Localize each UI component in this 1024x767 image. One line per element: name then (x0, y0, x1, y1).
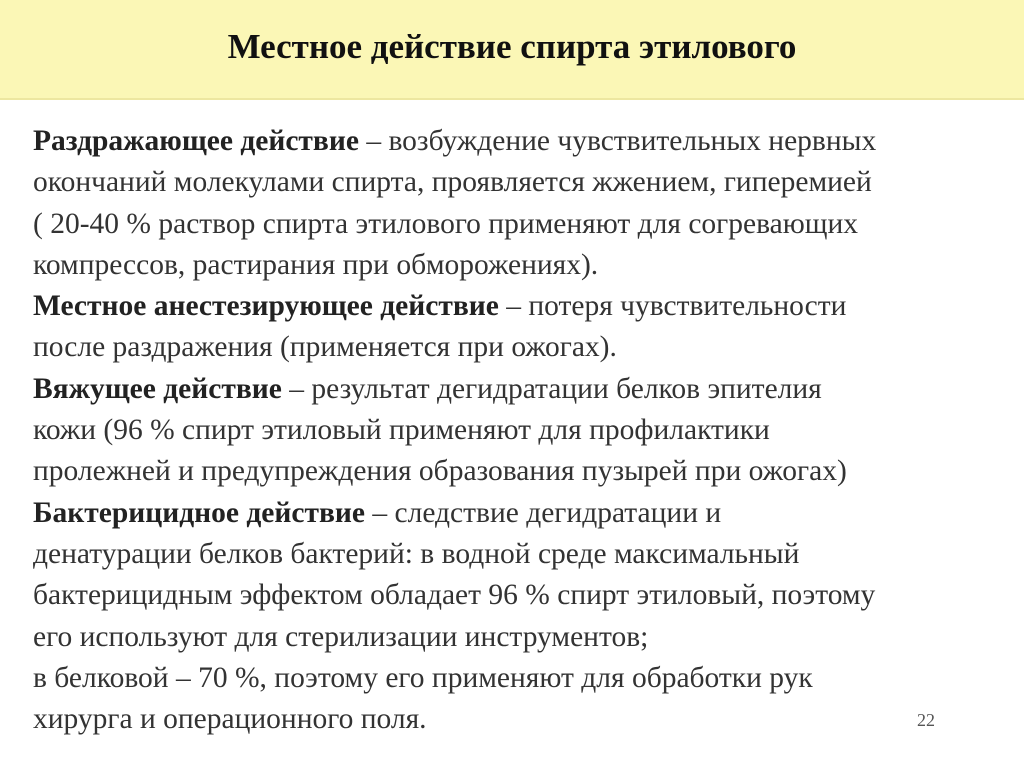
slide-body (33, 121, 1018, 740)
text-line: окончаний молекулами спирта, проявляется жжением, гиперемией (33, 166, 872, 199)
text-line: его используют для стерилизации инструментов; (33, 620, 649, 653)
page-number: 22 (917, 710, 935, 730)
text-line (33, 369, 1018, 410)
definition-text: – результат дегидратации белков эпителия (281, 372, 822, 405)
definition-text: – возбуждение чувствительных нервных (358, 125, 877, 157)
text-line: после раздражения (применяется при ожогах). (33, 331, 617, 364)
text-line: кожи (96 % спирт этиловый применяют для профилактики (33, 414, 770, 447)
text-line (33, 121, 1018, 162)
text-line: в белковой – 70 %, поэтому его применяют для обработки рук (33, 661, 813, 694)
text-line: компрессов, растирания при обморожениях). (33, 248, 599, 281)
text-line (33, 286, 1018, 327)
text-line: хирурга и операционного поля. (33, 703, 427, 736)
text-line: пролежней и предупреждения образования пузырей при ожогах) (33, 455, 847, 488)
text-line: ( 20-40 % раствор спирта этилового применяют для согревающих (33, 207, 859, 240)
title-bar (0, 0, 1024, 100)
definition-text: – потеря чувствительности (498, 290, 847, 323)
slide-title: Местное действие спирта этилового (227, 27, 797, 66)
text-line: бактерицидным эффектом обладает 96 % спирт этиловый, поэтому (33, 579, 876, 612)
term-astringent-action: Вяжущее действие (33, 372, 282, 405)
definition-text: – следствие дегидратации и (365, 496, 722, 529)
term-irritant-action: Раздражающее действие (33, 125, 359, 157)
text-line (33, 493, 1018, 534)
term-bactericidal-action: Бактерицидное действие (33, 496, 365, 529)
text-line: денатурации белков бактерий: в водной среде максимальный (33, 537, 800, 570)
term-anesthetic-action: Местное анестезирующее действие (33, 290, 499, 323)
